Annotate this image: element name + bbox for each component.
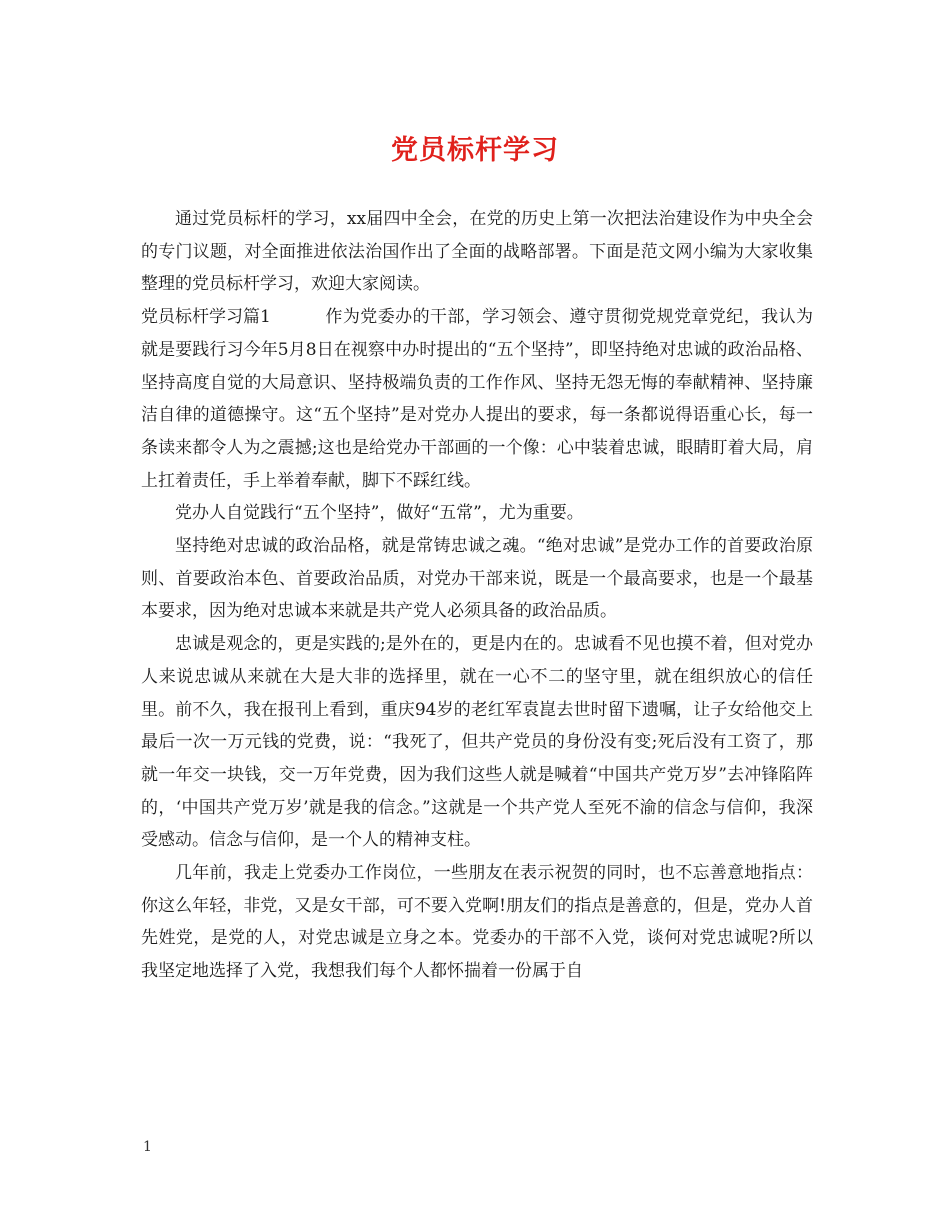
- section-1-text: 作为党委办的干部，学习领会、遵守贯彻党规党章党纪，我认为就是要践行习今年5月8日在视察中办时提出的“五个坚持”，即坚持绝对忠诚的政治品格、坚持高度自觉的大局意识、坚持极端负责的工作作风、坚持无怨无悔的奉献精神、坚持廉洁自律的道德操守。这“五个坚持”是对党办人提出的要求，每一条都说得语重心长，每一条读来都令人为之震撼;这也是给党办干部画的一个像：心中装着忠诚，眼睛盯着大局，肩上扛着责任，手上举着奉献，脚下不踩红线。: [141, 307, 813, 491]
- section-title: 党员标杆学习篇1: [141, 307, 271, 328]
- page-number: 1: [143, 1139, 152, 1155]
- document-body: [141, 203, 813, 988]
- intro-paragraph: 通过党员标杆的学习，xx届四中全会，在党的历史上第一次把法治建设作为中央全会的专门议题，对全面推进依法治国作出了全面的战略部署。下面是范文网小编为大家收集整理的党员标杆学习，欢迎大家阅读。: [141, 209, 813, 295]
- paragraph-joining-party: 几年前，我走上党委办工作岗位，一些朋友在表示祝贺的同时，也不忘善意地指点：你这么年轻，非党，又是女干部，可不要入党啊!朋友们的指点是善意的，但是，党办人首先姓党，是党的人，对党忠诚是立身之本。党委办的干部不入党，谈何对党忠诚呢?所以我坚定地选择了入党，我想我们每个人都怀揣着一份属于自: [141, 863, 813, 982]
- document-title: 党员标杆学习: [391, 135, 559, 166]
- section-1-paragraph: [141, 301, 813, 497]
- paragraph-faith: 忠诚是观念的，更是实践的;是外在的，更是内在的。忠诚看不见也摸不着，但对党办人来说忠诚从来就在大是大非的选择里，就在一心不二的坚守里，就在组织放心的信任里。前不久，我在报刊上看到，重庆94岁的老红军袁崑去世时留下遗嘱，让子女给他交上最后一次一万元钱的党费，说：“我死了，但共产党员的身份没有变;死后没有工资了，那就一年交一块钱，交一万年党费，因为我们这些人就是喊着“中国共产党万岁”去冲锋陷阵的，‘中国共产党万岁’就是我的信念。”这就是一个共产党人至死不渝的信念与信仰，我深受感动。信念与信仰，是一个人的精神支柱。: [141, 634, 813, 851]
- paragraph-loyalty: 坚持绝对忠诚的政治品格，就是常铸忠诚之魂。“绝对忠诚”是党办工作的首要政治原则、首要政治本色、首要政治品质，对党办干部来说，既是一个最高要求，也是一个最基本要求，因为绝对忠诚本来就是共产党人必须具备的政治品质。: [141, 536, 813, 622]
- paragraph-five-persist: 党办人自觉践行“五个坚持”，做好“五常”，尤为重要。: [175, 503, 584, 524]
